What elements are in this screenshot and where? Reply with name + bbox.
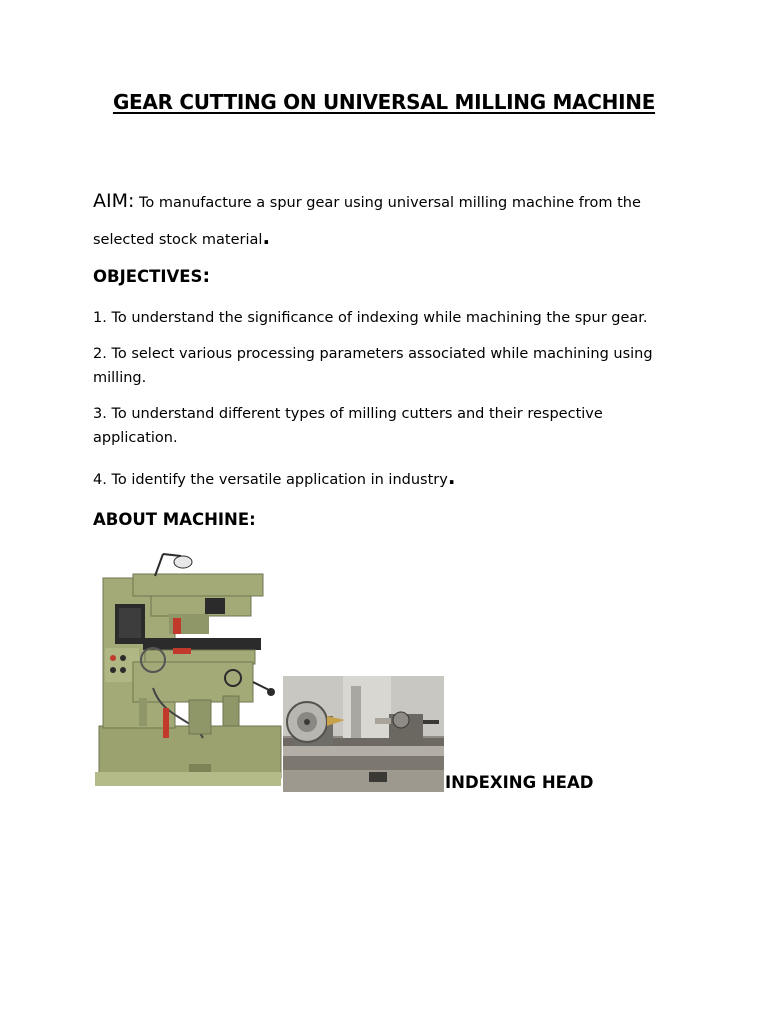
aim-paragraph — [93, 184, 668, 257]
objective-item-2: 2. To select various processing parameters associated while machining using milling. — [93, 346, 653, 386]
objective-item-3: 3. To understand different types of milling cutters and their respective application. — [93, 406, 603, 446]
about-machine-heading: ABOUT MACHINE: — [93, 510, 256, 529]
aim-text: To manufacture a spur gear using universal milling machine from the selected stock material — [93, 195, 641, 248]
milling-machine-image — [93, 548, 283, 792]
page-title: GEAR CUTTING ON UNIVERSAL MILLING MACHINE — [112, 90, 656, 114]
indexing-head-image — [283, 676, 444, 792]
objective-item-4 — [93, 465, 668, 492]
aim-label: AIM — [93, 190, 128, 212]
objective-item-1: 1. To understand the significance of indexing while machining the spur gear. — [93, 310, 648, 326]
indexing-head-label: INDEXING HEAD — [445, 773, 594, 792]
objectives-heading-colon: : — [202, 265, 211, 287]
aim-colon: : — [128, 190, 135, 212]
objective-item-4-text: 4. To identify the versatile application in industry — [93, 472, 448, 488]
objective-item-4-period: . — [447, 465, 456, 489]
objectives-heading — [93, 265, 668, 287]
aim-period: . — [262, 225, 271, 249]
objectives-heading-label: OBJECTIVES — [93, 267, 203, 286]
